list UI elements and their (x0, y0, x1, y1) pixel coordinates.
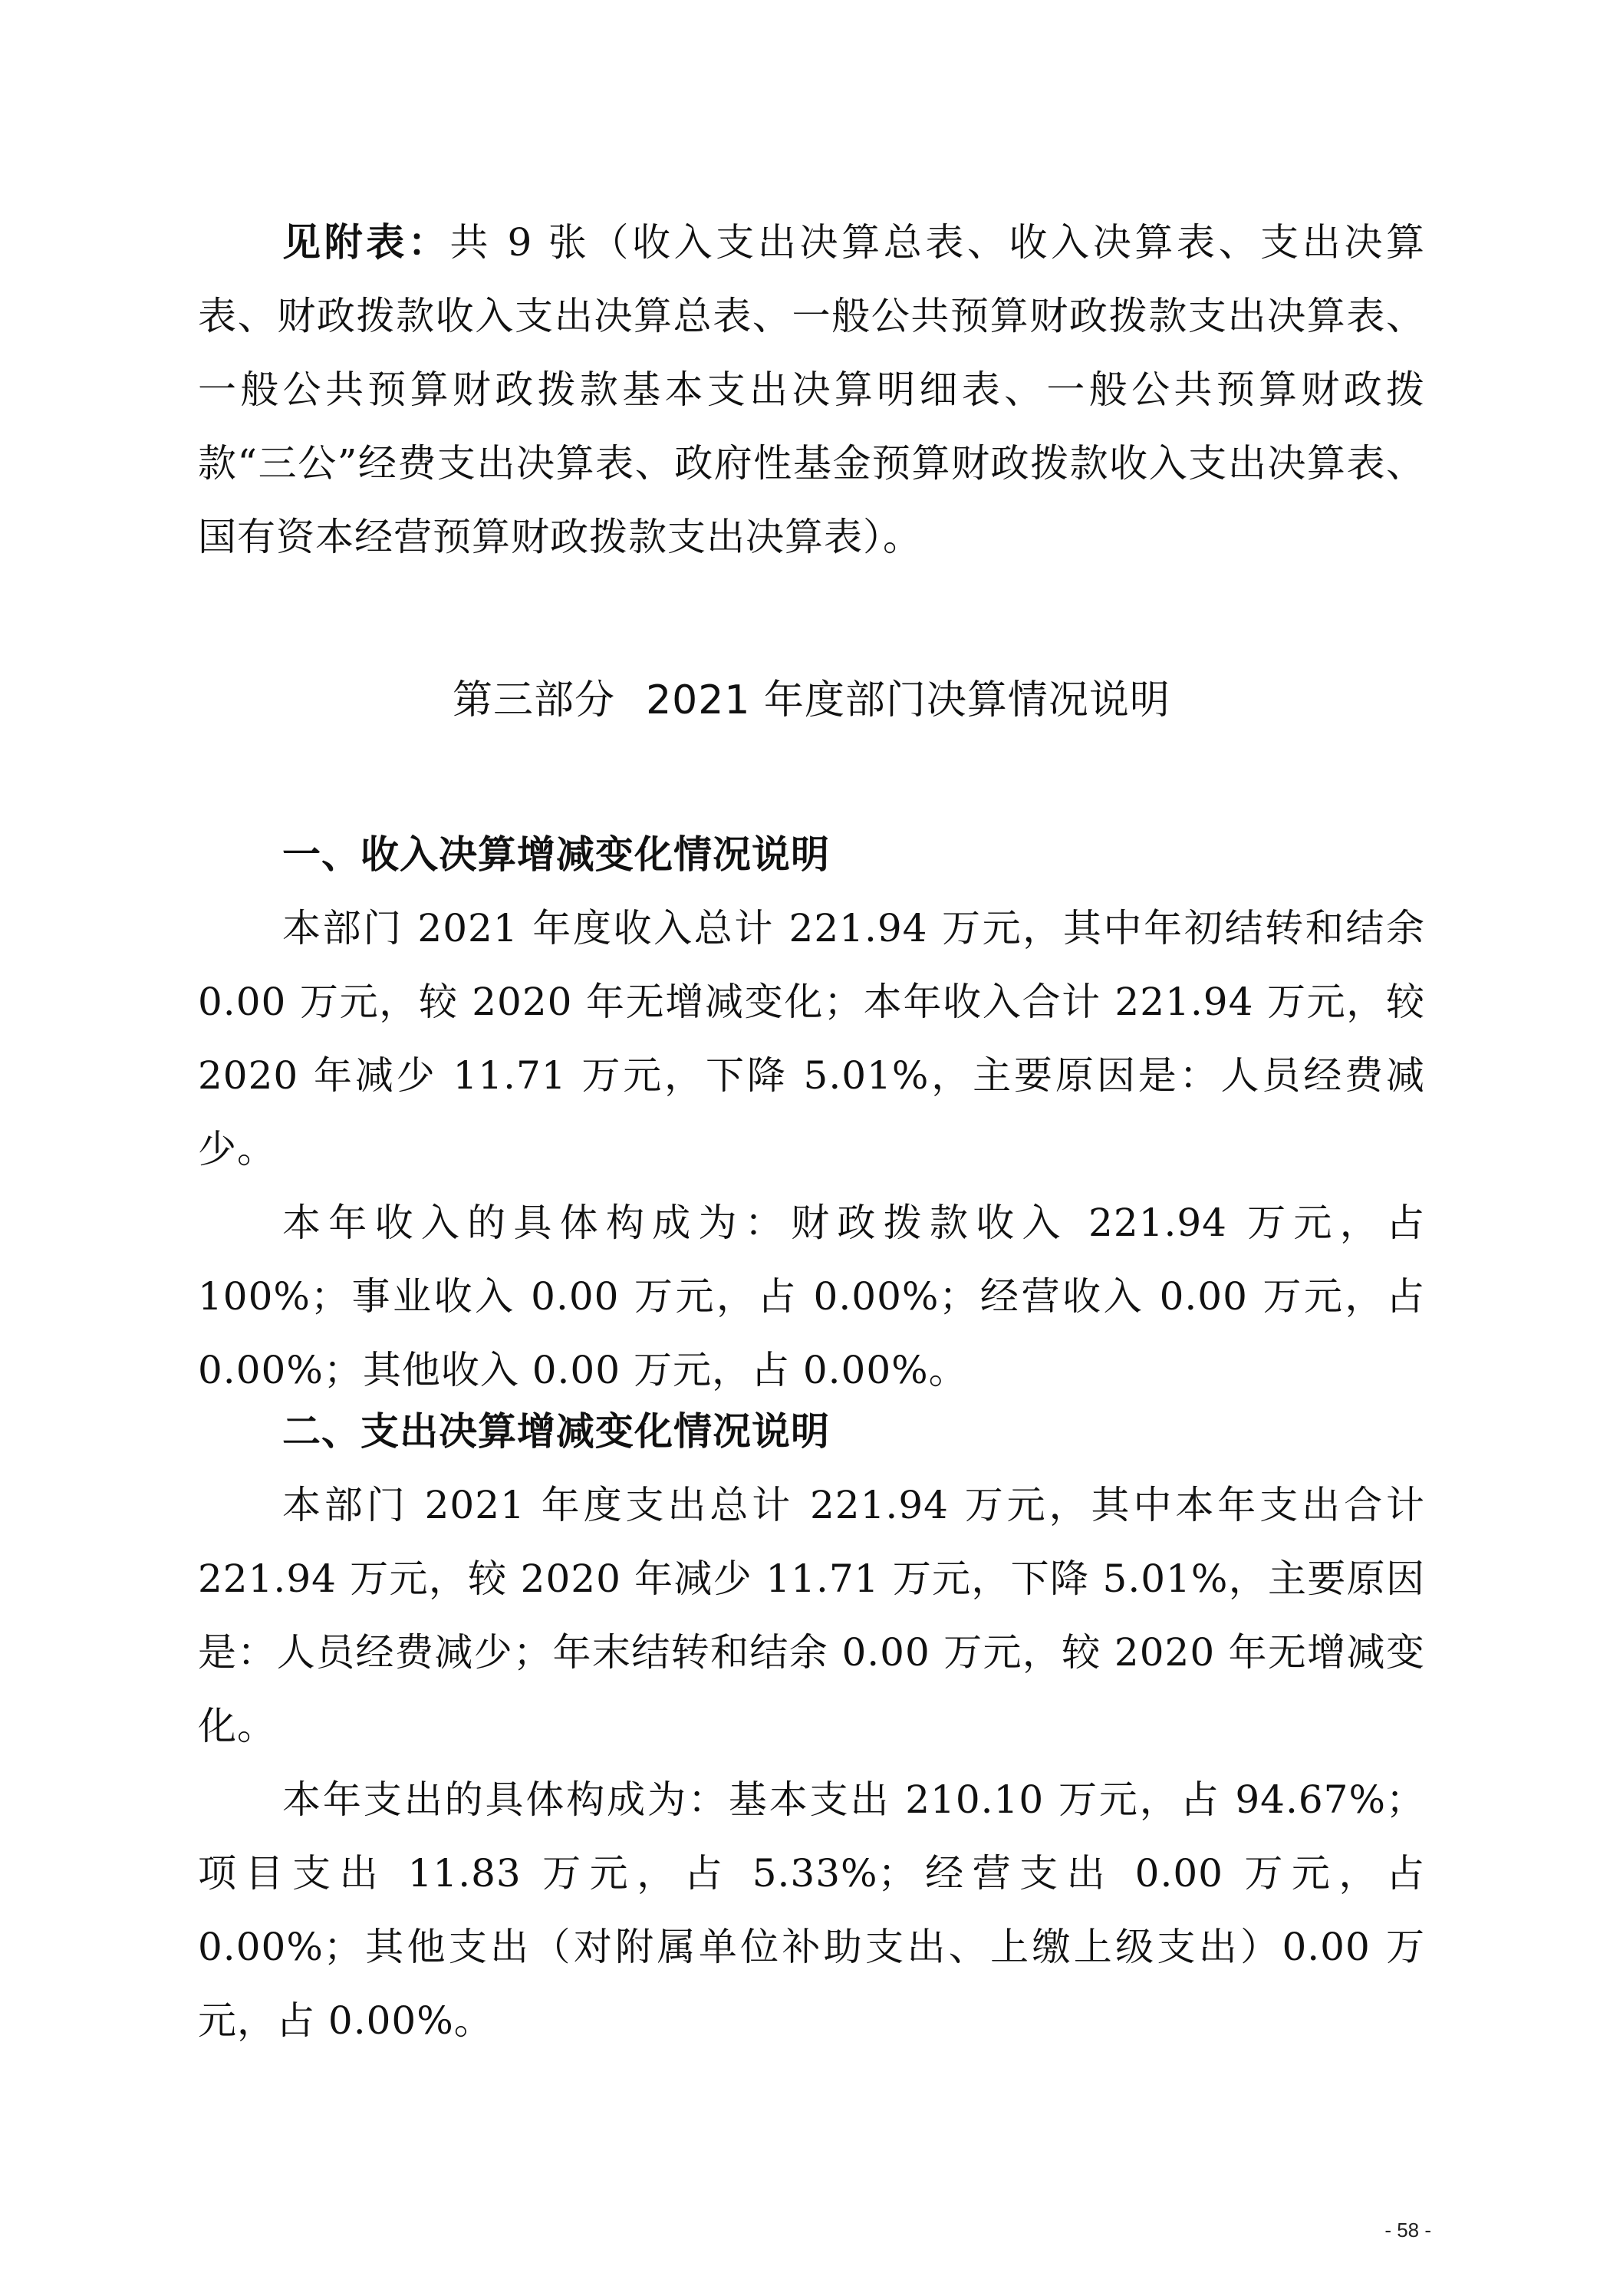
attachments-paragraph (198, 206, 1425, 574)
income-heading: 一、收入决算增减变化情况说明 (282, 832, 830, 877)
attachments-lead: 见附表： (282, 220, 450, 265)
page-number: - 58 - (1384, 2219, 1431, 2242)
income-section (198, 818, 1425, 1407)
expense-section (198, 1395, 1425, 2057)
expense-heading: 二、支出决算增减变化情况说明 (282, 1409, 830, 1454)
section-title-text: 2021 年度部门决算情况说明 (646, 677, 1170, 723)
section-title (0, 667, 1623, 725)
attachments-text: 共 9 张（收入支出决算总表、收入决算表、支出决算表、财政拨款收入支出决算总表、一般公共预算财政拨款支出决算表、一般公共预算财政拨款基本支出决算明细表、一般公共预算财政拨款“三公”经费支出决算表、政府性基金预算财政拨款收入支出决算表、国有资本经营预算财政拨款支出决算表）。 (198, 220, 1425, 559)
section-part: 第三部分 (453, 677, 616, 723)
expense-paragraph-2: 本年支出的具体构成为：基本支出 210.10 万元，占 94.67%；项目支出 11.83 万元，占 5.33%；经营支出 0.00 万元，占 0.00%；其他支出（对附属单位补助支出、上缴上级支出）0.00 万元，占 0.00%。 (198, 1777, 1425, 2043)
attachments-block (198, 206, 1425, 574)
expense-paragraph-1: 本部门 2021 年度支出总计 221.94 万元，其中本年支出合计 221.94 万元，较 2020 年减少 11.71 万元，下降 5.01%，主要原因是：人员经费减少；年末结转和结余 0.00 万元，较 2020 年无增减变化。 (198, 1483, 1425, 1748)
income-paragraph-1: 本部门 2021 年度收入总计 221.94 万元，其中年初结转和结余 0.00 万元，较 2020 年无增减变化；本年收入合计 221.94 万元，较 2020 年减少 11.71 万元，下降 5.01%，主要原因是：人员经费减少。 (198, 906, 1425, 1171)
income-paragraph-2: 本年收入的具体构成为：财政拨款收入 221.94 万元，占 100%；事业收入 0.00 万元，占 0.00%；经营收入 0.00 万元，占 0.00%；其他收入 0.00 万元，占 0.00%。 (198, 1201, 1425, 1392)
